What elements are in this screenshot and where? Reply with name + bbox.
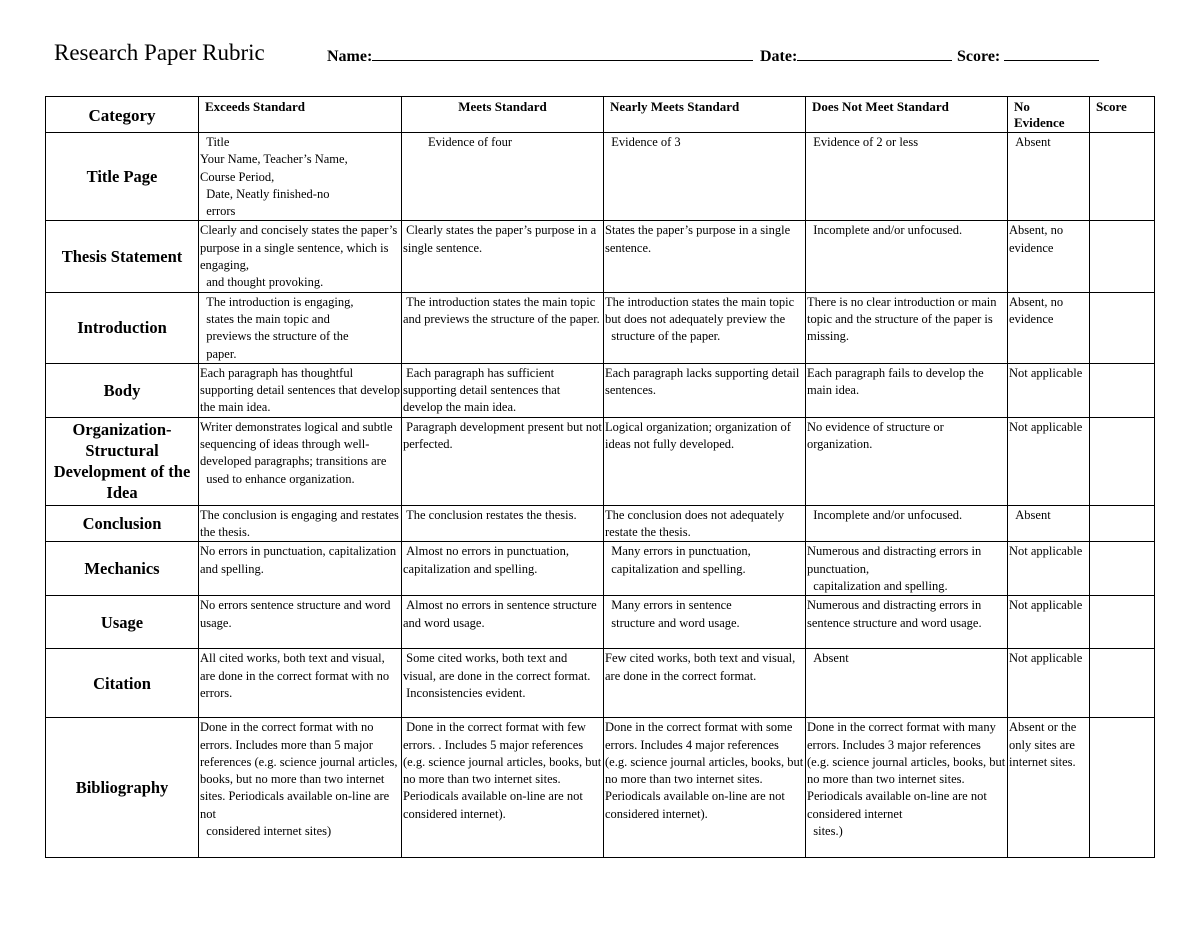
exceeds-cell: All cited works, both text and visual, are done in the correct format with no errors. bbox=[199, 649, 402, 718]
does-not-meet-cell: Each paragraph fails to develop the main idea. bbox=[806, 363, 1008, 417]
nearly-cell: States the paper’s purpose in a single sentence. bbox=[604, 221, 806, 292]
nearly-cell: Logical organization; organization of ideas not fully developed. bbox=[604, 417, 806, 505]
exceeds-cell: Done in the correct format with no errors. Includes more than 5 major references (e.g. science journal articles, books, but no more than two internet sites. Periodicals available on-line are not considered internet sites) bbox=[199, 718, 402, 858]
does-not-meet-cell: Absent bbox=[806, 649, 1008, 718]
no-evidence-cell: Not applicable bbox=[1008, 649, 1090, 718]
column-header-meets: Meets Standard bbox=[402, 97, 604, 133]
exceeds-cell: The introduction is engaging, states the main topic and previews the structure of the paper. bbox=[199, 292, 402, 363]
score-cell[interactable] bbox=[1090, 292, 1155, 363]
category-cell: Usage bbox=[46, 596, 199, 649]
category-cell: Mechanics bbox=[46, 542, 199, 596]
category-cell: Citation bbox=[46, 649, 199, 718]
meets-cell: Paragraph development present but not perfected. bbox=[402, 417, 604, 505]
score-label: Score: bbox=[957, 48, 1001, 65]
score-cell[interactable] bbox=[1090, 133, 1155, 221]
category-cell: Bibliography bbox=[46, 718, 199, 858]
category-cell: Introduction bbox=[46, 292, 199, 363]
name-field[interactable] bbox=[327, 46, 753, 66]
score-cell[interactable] bbox=[1090, 542, 1155, 596]
category-cell: Title Page bbox=[46, 133, 199, 221]
meets-cell: Each paragraph has sufficient supporting detail sentences that develop the main idea. bbox=[402, 363, 604, 417]
does-not-meet-cell: There is no clear introduction or main topic and the structure of the paper is missing. bbox=[806, 292, 1008, 363]
table-row bbox=[46, 649, 1155, 718]
table-row bbox=[46, 292, 1155, 363]
exceeds-cell: Clearly and concisely states the paper’s purpose in a single sentence, which is engaging, and thought provoking. bbox=[199, 221, 402, 292]
page-title: Research Paper Rubric bbox=[54, 40, 265, 65]
no-evidence-cell: Not applicable bbox=[1008, 542, 1090, 596]
exceeds-cell: Writer demonstrates logical and subtle sequencing of ideas through well-developed paragraphs; transitions are used to enhance organization. bbox=[199, 417, 402, 505]
exceeds-cell: Title Your Name, Teacher’s Name, Course Period, Date, Neatly finished-no errors bbox=[199, 133, 402, 221]
exceeds-cell: No errors sentence structure and word usage. bbox=[199, 596, 402, 649]
column-header-does-not-meet: Does Not Meet Standard bbox=[806, 97, 1008, 133]
table-row bbox=[46, 417, 1155, 505]
meets-cell: Almost no errors in sentence structure and word usage. bbox=[402, 596, 604, 649]
nearly-cell: Few cited works, both text and visual, are done in the correct format. bbox=[604, 649, 806, 718]
does-not-meet-cell: No evidence of structure or organization. bbox=[806, 417, 1008, 505]
name-blank[interactable] bbox=[372, 46, 753, 61]
table-row bbox=[46, 718, 1155, 858]
nearly-cell: Many errors in punctuation, capitalization and spelling. bbox=[604, 542, 806, 596]
exceeds-cell: The conclusion is engaging and restates the thesis. bbox=[199, 505, 402, 542]
meets-cell: Clearly states the paper’s purpose in a single sentence. bbox=[402, 221, 604, 292]
nearly-cell: Each paragraph lacks supporting detail sentences. bbox=[604, 363, 806, 417]
column-header-score: Score bbox=[1090, 97, 1155, 133]
exceeds-cell: No errors in punctuation, capitalization and spelling. bbox=[199, 542, 402, 596]
nearly-cell: Done in the correct format with some errors. Includes 4 major references (e.g. science journal articles, books, but no more than two internet sites. Periodicals available on-line are not considered internet). bbox=[604, 718, 806, 858]
exceeds-cell: Each paragraph has thoughtful supporting detail sentences that develop the main idea. bbox=[199, 363, 402, 417]
no-evidence-cell: Not applicable bbox=[1008, 363, 1090, 417]
category-cell: Thesis Statement bbox=[46, 221, 199, 292]
category-cell: Conclusion bbox=[46, 505, 199, 542]
meets-cell: Evidence of four bbox=[402, 133, 604, 221]
table-row bbox=[46, 133, 1155, 221]
table-row bbox=[46, 363, 1155, 417]
does-not-meet-cell: Done in the correct format with many errors. Includes 3 major references (e.g. science journal articles, books, but no more than two internet sites. Periodicals available on-line are not considered internet sites.) bbox=[806, 718, 1008, 858]
nearly-cell: Evidence of 3 bbox=[604, 133, 806, 221]
no-evidence-cell: Absent, no evidence bbox=[1008, 221, 1090, 292]
column-header-category: Category bbox=[46, 97, 199, 133]
meets-cell: The conclusion restates the thesis. bbox=[402, 505, 604, 542]
meets-cell: Done in the correct format with few errors. . Includes 5 major references (e.g. science journal articles, books, but no more than two internet sites. Periodicals available on-line are not considered internet). bbox=[402, 718, 604, 858]
page-header bbox=[0, 0, 1200, 90]
category-cell: Organization-Structural Development of the Idea bbox=[46, 417, 199, 505]
no-evidence-cell: Absent bbox=[1008, 133, 1090, 221]
does-not-meet-cell: Incomplete and/or unfocused. bbox=[806, 221, 1008, 292]
no-evidence-cell: Absent, no evidence bbox=[1008, 292, 1090, 363]
meets-cell: The introduction states the main topic and previews the structure of the paper. bbox=[402, 292, 604, 363]
date-field[interactable] bbox=[760, 46, 952, 66]
score-cell[interactable] bbox=[1090, 417, 1155, 505]
score-cell[interactable] bbox=[1090, 505, 1155, 542]
no-evidence-cell: Absent or the only sites are internet sites. bbox=[1008, 718, 1090, 858]
score-cell[interactable] bbox=[1090, 718, 1155, 858]
table-row bbox=[46, 596, 1155, 649]
table-row bbox=[46, 221, 1155, 292]
no-evidence-cell: Not applicable bbox=[1008, 596, 1090, 649]
does-not-meet-cell: Numerous and distracting errors in punctuation, capitalization and spelling. bbox=[806, 542, 1008, 596]
date-blank[interactable] bbox=[797, 46, 952, 61]
rubric-table bbox=[45, 96, 1155, 858]
column-header-nearly: Nearly Meets Standard bbox=[604, 97, 806, 133]
score-cell[interactable] bbox=[1090, 649, 1155, 718]
name-label: Name: bbox=[327, 48, 373, 65]
header-row bbox=[46, 97, 1155, 133]
score-cell[interactable] bbox=[1090, 363, 1155, 417]
nearly-cell: The conclusion does not adequately restate the thesis. bbox=[604, 505, 806, 542]
score-blank[interactable] bbox=[1004, 46, 1099, 61]
table-row bbox=[46, 542, 1155, 596]
score-field[interactable] bbox=[957, 46, 1099, 66]
meets-cell: Almost no errors in punctuation, capitalization and spelling. bbox=[402, 542, 604, 596]
date-label: Date: bbox=[760, 48, 798, 65]
does-not-meet-cell: Incomplete and/or unfocused. bbox=[806, 505, 1008, 542]
meets-cell: Some cited works, both text and visual, are done in the correct format. Inconsistencies evident. bbox=[402, 649, 604, 718]
score-cell[interactable] bbox=[1090, 221, 1155, 292]
no-evidence-cell: Not applicable bbox=[1008, 417, 1090, 505]
does-not-meet-cell: Evidence of 2 or less bbox=[806, 133, 1008, 221]
table-row bbox=[46, 505, 1155, 542]
column-header-no-evidence: No Evidence bbox=[1008, 97, 1090, 133]
score-cell[interactable] bbox=[1090, 596, 1155, 649]
does-not-meet-cell: Numerous and distracting errors in sentence structure and word usage. bbox=[806, 596, 1008, 649]
column-header-exceeds: Exceeds Standard bbox=[199, 97, 402, 133]
category-cell: Body bbox=[46, 363, 199, 417]
nearly-cell: The introduction states the main topic but does not adequately preview the structure of the paper. bbox=[604, 292, 806, 363]
nearly-cell: Many errors in sentence structure and word usage. bbox=[604, 596, 806, 649]
no-evidence-cell: Absent bbox=[1008, 505, 1090, 542]
